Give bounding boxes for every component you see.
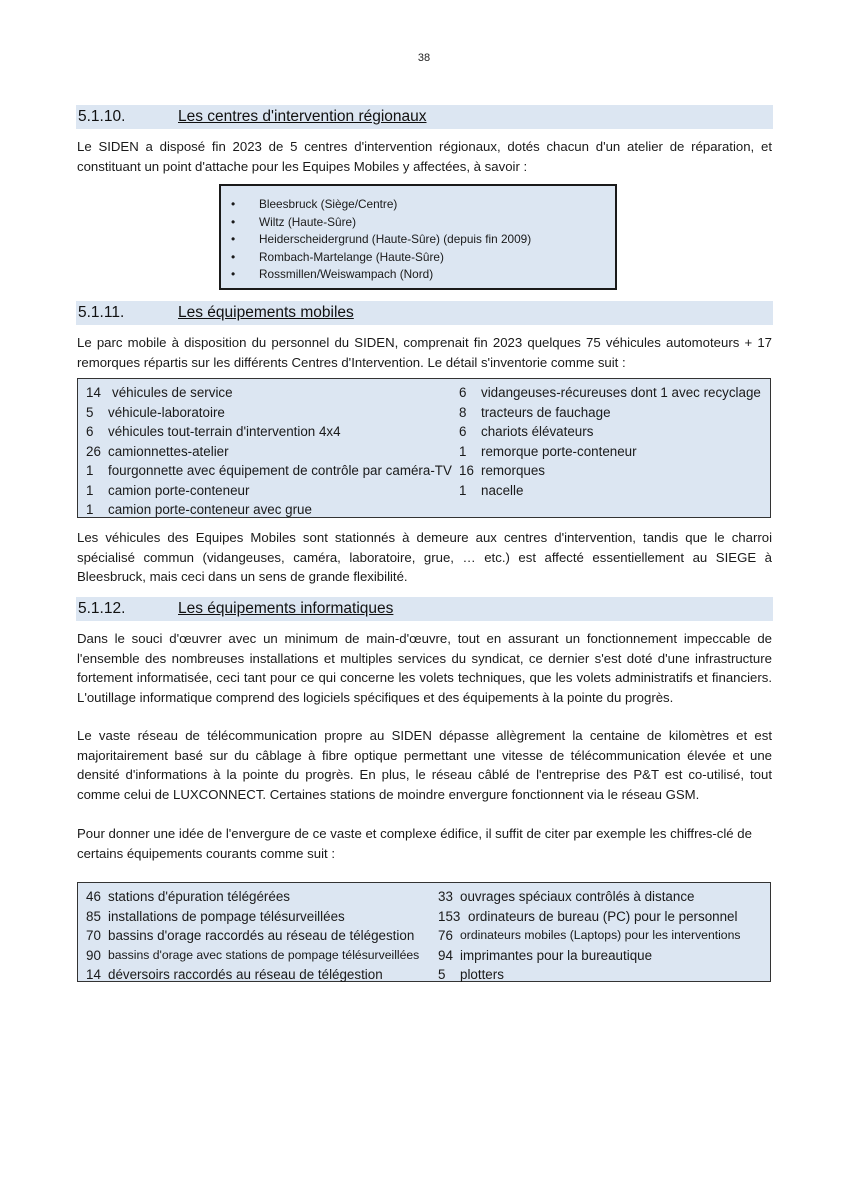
item-label: déversoirs raccordés au réseau de télégestion	[108, 967, 383, 982]
quantity: 6	[86, 424, 94, 439]
item-label: plotters	[460, 967, 504, 982]
section-heading-5-1-10	[76, 105, 773, 129]
quantity: 14	[86, 385, 101, 400]
table-row	[86, 442, 446, 462]
table-row	[86, 403, 446, 423]
item-label: installations de pompage télésurveillées	[108, 908, 345, 924]
section-title: Les équipements informatiques	[178, 600, 394, 617]
item-label: stations d'épuration télégérées	[108, 889, 290, 904]
item-label: tracteurs de fauchage	[481, 404, 611, 420]
quantity: 1	[86, 482, 94, 498]
item-label: véhicules tout-terrain d'intervention 4x4	[108, 424, 341, 439]
item-label: vidangeuses-récureuses dont 1 avec recyclage	[481, 385, 761, 400]
list-item: • Bleesbruck (Siège/Centre)	[221, 196, 615, 214]
vehicles-intro-paragraph: Le parc mobile à disposition du personnel du SIDEN, comprenait fin 2023 quelques 75 véhicules automoteurs + 17 remorques répartis sur les différents Centres d'Intervention. Le détail s'inventorie comme suit :	[77, 335, 772, 370]
item-label: camionnettes-atelier	[108, 443, 229, 459]
table-row	[86, 965, 438, 985]
item-label: ordinateurs de bureau (PC) pour le personnel	[468, 908, 738, 924]
quantity: 16	[459, 463, 474, 478]
quantity: 76	[438, 928, 453, 943]
table-row	[459, 481, 769, 501]
equipment-right-column	[438, 887, 768, 985]
item-label: remorques	[481, 463, 546, 478]
table-row	[459, 422, 769, 442]
table-row	[86, 461, 452, 481]
table-row	[86, 926, 438, 946]
centres-list	[221, 186, 615, 284]
item-label: camion porte-conteneur avec grue	[108, 502, 312, 517]
list-item: • Heiderscheidergrund (Haute-Sûre) (depuis fin 2009)	[221, 231, 615, 249]
quantity: 5	[86, 404, 94, 420]
quantity: 5	[438, 967, 446, 982]
page-number: 38	[417, 52, 431, 64]
quantity: 26	[86, 443, 101, 459]
quantity: 1	[459, 443, 467, 459]
quantity: 85	[86, 908, 101, 924]
item-label: chariots élévateurs	[481, 424, 594, 439]
quantity: 6	[459, 424, 467, 439]
item-label: remorque porte-conteneur	[481, 443, 637, 459]
table-row	[86, 887, 438, 907]
table-row	[86, 946, 438, 966]
list-item: • Rossmillen/Weiswampach (Nord)	[221, 266, 615, 284]
quantity: 70	[86, 928, 101, 943]
list-item: • Rombach-Martelange (Haute-Sûre)	[221, 249, 615, 267]
it-paragraph-1: Dans le souci d'œuvrer avec un minimum de main-d'œuvre, tout en assurant un fonctionnement impeccable de l'ensemble des nombreuses installations et multiples services du syndicat, ce dernier s'est doté d'une infrastructure fortement informatisée, ceci tant pour ce qui concerne les volets techniques, que les volets administratifs et financiers. L'outillage informatique comprend des logiciels spécifiques et des équipements à la pointe du progrès.	[77, 631, 772, 705]
item-label: véhicules de service	[112, 385, 233, 400]
quantity: 153	[438, 908, 461, 924]
list-item: • Wiltz (Haute-Sûre)	[221, 214, 615, 232]
table-row	[86, 481, 446, 501]
quantity: 8	[459, 404, 467, 420]
centres-list-box	[219, 184, 617, 290]
table-row	[459, 403, 769, 423]
item-label: véhicule-laboratoire	[108, 404, 225, 420]
quantity: 14	[86, 967, 101, 982]
item-label: bassins d'orage raccordés au réseau de télégestion	[108, 928, 415, 943]
vehicles-right-column	[459, 383, 769, 500]
table-row	[86, 422, 446, 442]
quantity: 94	[438, 947, 453, 963]
table-row	[438, 907, 768, 927]
vehicles-inventory-box	[77, 378, 771, 518]
table-row	[459, 442, 769, 462]
vehicles-closing-paragraph: Les véhicules des Equipes Mobiles sont stationnés à demeure aux centres d'intervention, tandis que le charroi spécialisé commun (vidangeuses, caméra, laboratoire, grue, … etc.) est affecté essentiellement au SIEGE à Bleesbruck, mais ceci dans un sens de grande flexibilité.	[77, 530, 772, 584]
table-row	[86, 383, 446, 403]
centres-intro-paragraph: Le SIDEN a disposé fin 2023 de 5 centres d'intervention régionaux, dotés chacun d'un atelier de réparation, et constituant un point d'attache pour les Equipes Mobiles y affectées, à savoir :	[77, 139, 772, 174]
quantity: 1	[459, 482, 467, 498]
table-row	[459, 461, 769, 481]
item-label: camion porte-conteneur	[108, 482, 250, 498]
item-label: fourgonnette avec équipement de contrôle par caméra-TV	[108, 463, 452, 478]
table-row	[438, 887, 768, 907]
section-title: Les centres d'intervention régionaux	[178, 108, 427, 125]
item-label: imprimantes pour la bureautique	[460, 947, 653, 963]
quantity: 6	[459, 385, 467, 400]
section-title: Les équipements mobiles	[178, 304, 354, 321]
table-row	[438, 965, 768, 985]
section-heading-5-1-11	[76, 301, 773, 325]
table-row	[438, 946, 768, 966]
quantity: 1	[86, 463, 94, 478]
quantity: 33	[438, 889, 453, 904]
vehicles-left-column	[86, 383, 452, 520]
table-row	[438, 926, 768, 946]
section-number: 5.1.10.	[78, 108, 126, 125]
equipment-inventory-box	[77, 882, 771, 982]
equipment-left-column	[86, 887, 438, 985]
quantity: 90	[86, 947, 101, 963]
section-number: 5.1.11.	[78, 304, 125, 321]
item-label: ouvrages spéciaux contrôlés à distance	[460, 889, 695, 904]
table-row	[459, 383, 769, 403]
it-paragraph-2: Le vaste réseau de télécommunication propre au SIDEN dépasse allègrement la centaine de kilomètres et est majoritairement basé sur du câblage à fibre optique permettant une vitesse de télécommunication élevée et une densité d'informations à la pointe du progrès. En plus, le réseau câblé de l'entreprise des P&T est co-utilisé, tout comme celui de LUXCONNECT. Certaines stations de moindre envergure fonctionnent via le réseau GSM.	[77, 728, 772, 802]
table-row	[86, 907, 438, 927]
item-label: bassins d'orage avec stations de pompage télésurveillées	[108, 947, 420, 962]
it-paragraph-3: Pour donner une idée de l'envergure de ce vaste et complexe édifice, il suffit de citer par exemple les chiffres-clé de certains équipements courants comme suit :	[77, 826, 752, 861]
quantity: 46	[86, 889, 101, 904]
table-row	[86, 500, 446, 520]
section-heading-5-1-12	[76, 597, 773, 621]
item-label: ordinateurs mobiles (Laptops) pour les interventions	[460, 928, 741, 942]
item-label: nacelle	[481, 482, 524, 498]
section-number: 5.1.12.	[78, 600, 126, 617]
quantity: 1	[86, 502, 94, 517]
